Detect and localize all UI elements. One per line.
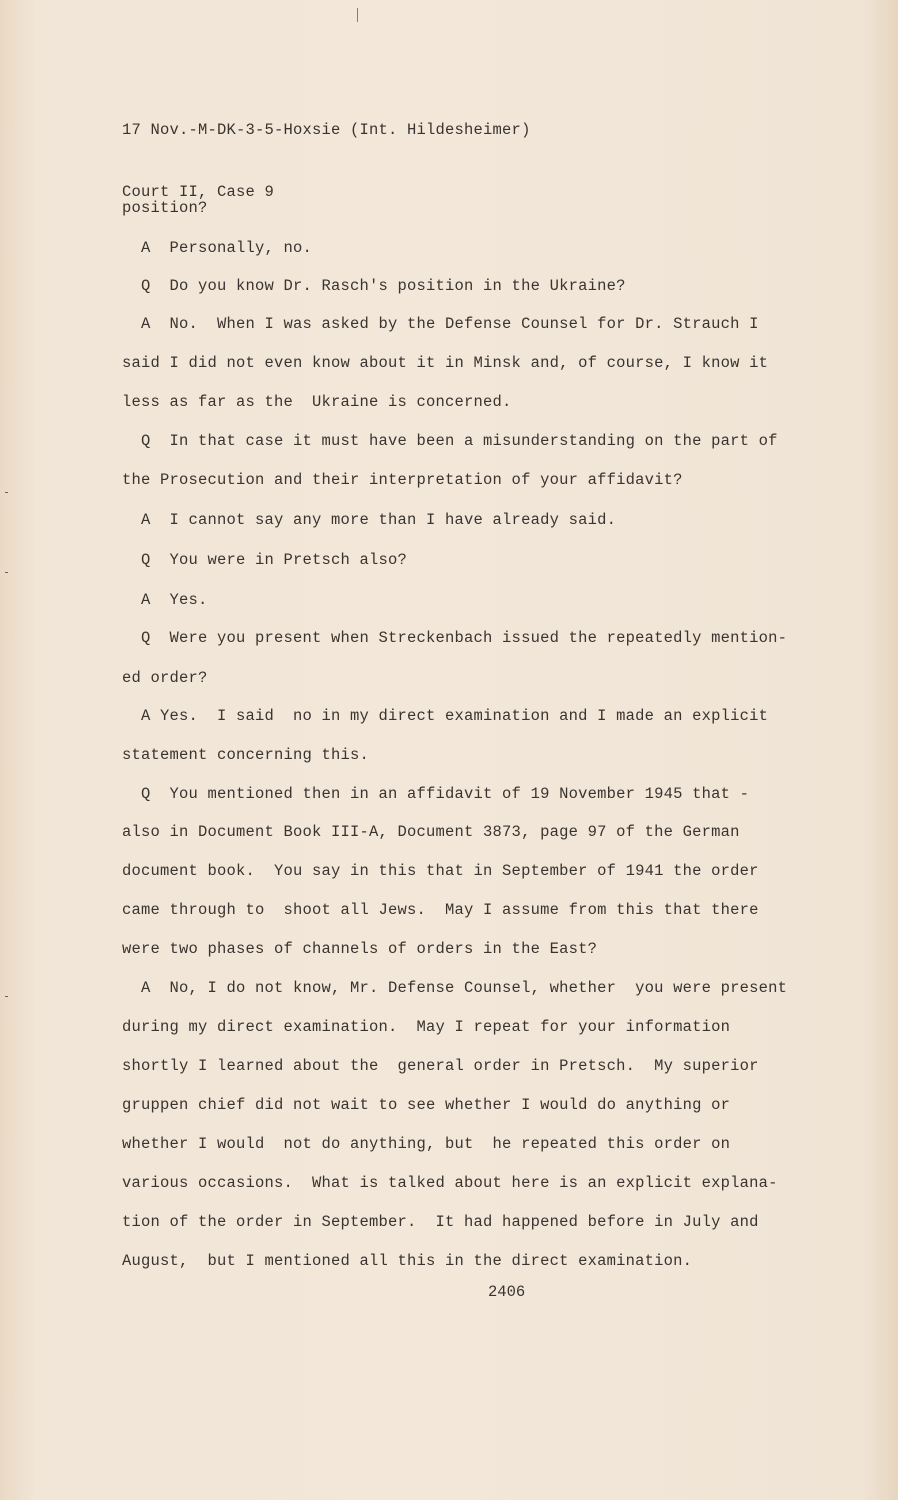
transcript-line: tion of the order in September. It had happened before in July and (122, 1213, 759, 1231)
transcript-line: statement concerning this. (122, 746, 370, 764)
transcript-line: Q You were in Pretsch also? (122, 551, 408, 569)
page-crease-mark (357, 8, 358, 22)
header-line-1: 17 Nov.-M-DK-3-5-Hoxsie (Int. Hildesheimer) (122, 121, 531, 139)
transcript-line: said I did not even know about it in Minsk and, of course, I know it (122, 354, 769, 372)
transcript-line: Q You mentioned then in an affidavit of 19 November 1945 that - (122, 785, 750, 803)
page-number: 2406 (488, 1283, 526, 1301)
header-line-2: Court II, Case 9 (122, 183, 275, 201)
transcript-line: gruppen chief did not wait to see whether I would do anything or (122, 1096, 731, 1114)
margin-punch-mark (5, 492, 8, 493)
transcript-line: whether I would not do anything, but he repeated this order on (122, 1135, 731, 1153)
transcript-line: A Personally, no. (122, 239, 313, 257)
transcript-line: during my direct examination. May I repeat for your information (122, 1018, 731, 1036)
transcript-line: ed order? (122, 669, 208, 687)
transcript-line: Q Were you present when Streckenbach issued the repeatedly mention- (122, 629, 788, 647)
transcript-line: came through to shoot all Jews. May I assume from this that there (122, 901, 759, 919)
transcript-line: less as far as the Ukraine is concerned. (122, 393, 512, 411)
transcript-line: various occasions. What is talked about here is an explicit explana- (122, 1174, 778, 1192)
transcript-line: position? (122, 199, 208, 217)
transcript-line: A Yes. (122, 591, 208, 609)
document-header (122, 80, 531, 244)
transcript-line: A No. When I was asked by the Defense Counsel for Dr. Strauch I (122, 315, 759, 333)
transcript-line: A I cannot say any more than I have already said. (122, 511, 617, 529)
transcript-line: shortly I learned about the general order in Pretsch. My superior (122, 1057, 759, 1075)
transcript-line: document book. You say in this that in September of 1941 the order (122, 862, 759, 880)
transcript-line: Q In that case it must have been a misunderstanding on the part of (122, 432, 778, 450)
transcript-line: August, but I mentioned all this in the direct examination. (122, 1252, 693, 1270)
margin-punch-mark (5, 572, 8, 573)
transcript-line: A Yes. I said no in my direct examination and I made an explicit (122, 707, 769, 725)
transcript-line: also in Document Book III-A, Document 3873, page 97 of the German (122, 823, 740, 841)
margin-punch-mark (5, 996, 8, 997)
transcript-line: were two phases of channels of orders in the East? (122, 940, 598, 958)
transcript-line: Q Do you know Dr. Rasch's position in the Ukraine? (122, 277, 626, 295)
transcript-line: A No, I do not know, Mr. Defense Counsel, whether you were present (122, 979, 788, 997)
transcript-line: the Prosecution and their interpretation of your affidavit? (122, 471, 683, 489)
